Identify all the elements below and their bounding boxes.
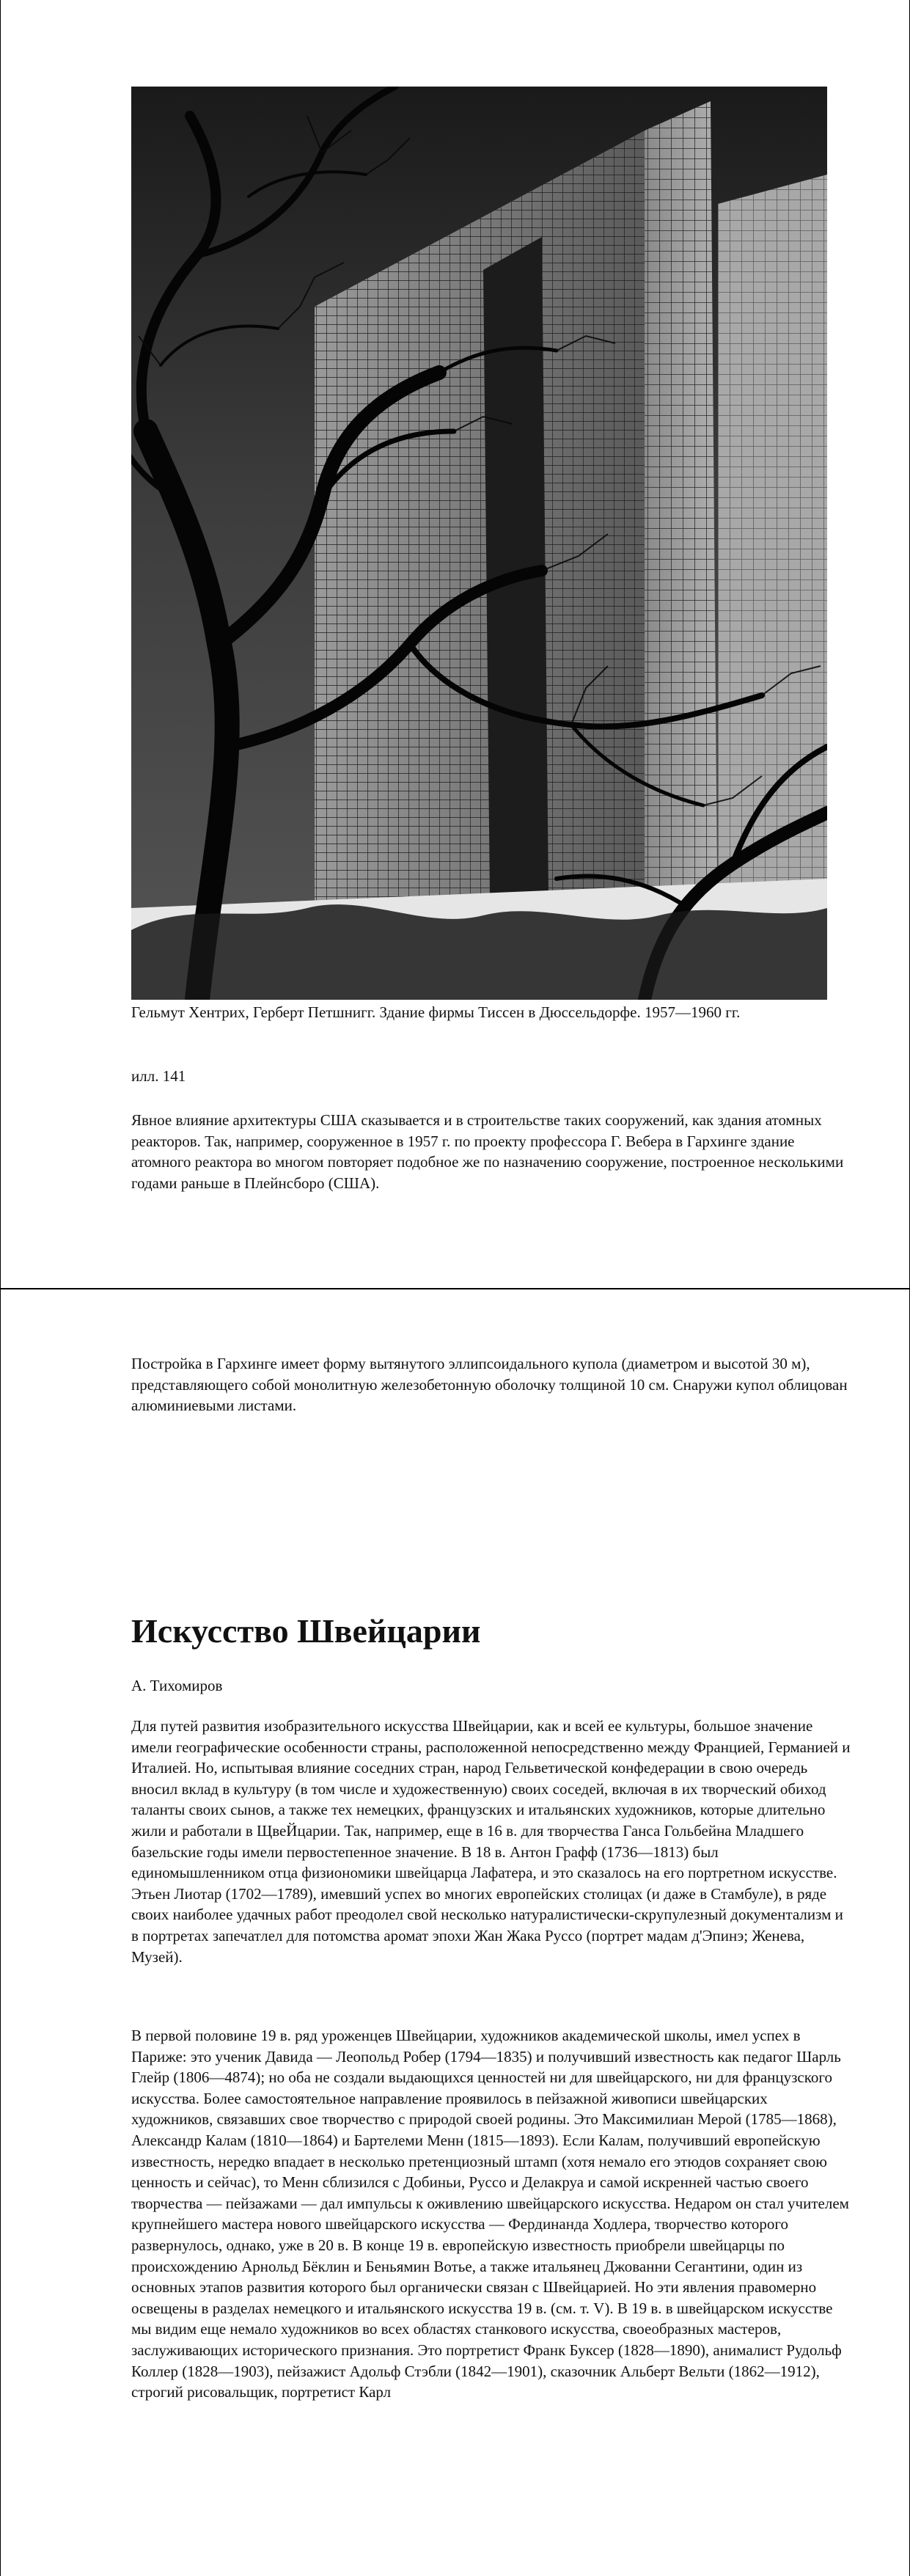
page-2 xyxy=(0,1289,910,2576)
photo-illustration xyxy=(131,87,827,1000)
body-paragraph: В первой половине 19 в. ряд уроженцев Швейцарии, художников академической школы, имел успех в Париже: это ученик Давида — Леопольд Робер (1794—1835) и получивший известность как педагог Шарль Глейр (1806—4874); но оба не создали выдающихся ценностей ни для швейцарского, ни для французского искусства. Более самостоятельное направление проявилось в пейзажной живописи швейцарских художников, связавших свое творчество с природой своей родины. Это Максимилиан Мерой (1785—1868), Александр Калам (1810—1864) и Бартелеми Менн (1815—1893). Если Калам, получивший европейскую известность, нередко впадает в несколько претенциозный штамп (хотя немало его этюдов сохраняет свою ценность и сейчас), то Менн сблизился с Добиньи, Руссо и Делакруа и самой искренней частью своего творчества — пейзажами — дал импульсы к оживлению швейцарского искусства. Недаром он стал учителем крупнейшего мастера нового швейцарского искусства — Фердинанда Ходлера, творчество которого развернулось, однако, уже в 20 в. В конце 19 в. европейскую известность приобрели швейцарцы по происхождению Арнольд Бёклин и Беньямин Вотье, а также итальянец Джованни Сегантини, один из основных этапов развития которого был органически связан с Швейцарией. Но эти явления правомерно освещены в разделах немецкого и итальянского искусства 19 в. (см. т. V). В 19 в. в швейцарском искусстве мы видим еще немало художников во всех областях станкового искусства, своеобразных мастеров, заслуживающих исторического признания. Это портретист Франк Буксер (1828—1890), анималист Рудольф Коллер (1828—1903), пейзажист Адольф Стэбли (1842—1901), сказочник Альберт Вельти (1862—1912), строгий рисовальщик, портретист Карл xyxy=(131,2027,849,2401)
body-paragraph: Явное влияние архитектуры США сказывается и в строительстве таких сооружений, как здания атомных реакторов. Так, например, сооруженное в 1957 г. по проекту профессора Г. Вебера в Гархинге здание атомного реактора во многом повторяет подобное же по назначению сооружение, построенное несколькими годами раньше в Плейнсборо (США). xyxy=(131,1111,844,1192)
section-heading: Искусство Швейцарии xyxy=(131,1612,481,1650)
building-photograph xyxy=(131,87,827,1000)
body-paragraph: Постройка в Гархинге имеет форму вытянутого эллипсоидального купола (диаметром и высотой 30 м), представляющего собой монолитную железобетонную оболочку толщиной 10 см. Снаружи купол облицован алюминиевыми листами. xyxy=(131,1355,848,1415)
author-name: А. Тихомиров xyxy=(131,1677,223,1694)
body-paragraph: Для путей развития изобразительного искусства Швейцарии, как и всей ее культуры, большое значение имели географические особенности страны, расположенной непосредственно между Францией, Германией и Италией. Но, испытывая влияние соседних стран, народ Гельветической конфедерации в свою очередь вносил вклад в культуру (в том числе и художественную) своих соседей, включая в их творческий обиход таланты своих сынов, а также тех немецких, французских и итальянских художников, которые длительно жили и работали в ЩвеЙцарии. Так, например, еще в 16 в. для творчества Ганса Гольбейна Младшего базельские годы имели первостепенное значение. В 18 в. Антон Графф (1736—1813) был единомышленником отца физиономики швейцарца Лафатера, и это сказалось на его портретном искусстве. Этьен Лиотар (1702—1789), имевший успех во многих европейских столицах (и даже в Стамбуле), в ряде своих наиболее удачных работ преодолел свой несколько натуралистически-скрупулезный документализм и в портретах запечатлел для потомства аромат эпохи Жан Жака Руссо (портрет мадам д'Эпинэ; Женева, Музей). xyxy=(131,1717,851,1966)
illustration-number: илл. 141 xyxy=(131,1067,186,1085)
photo-caption: Гельмут Хентрих, Герберт Петшнигг. Здание фирмы Тиссен в Дюссельдорфе. 1957—1960 гг. xyxy=(131,1003,741,1021)
